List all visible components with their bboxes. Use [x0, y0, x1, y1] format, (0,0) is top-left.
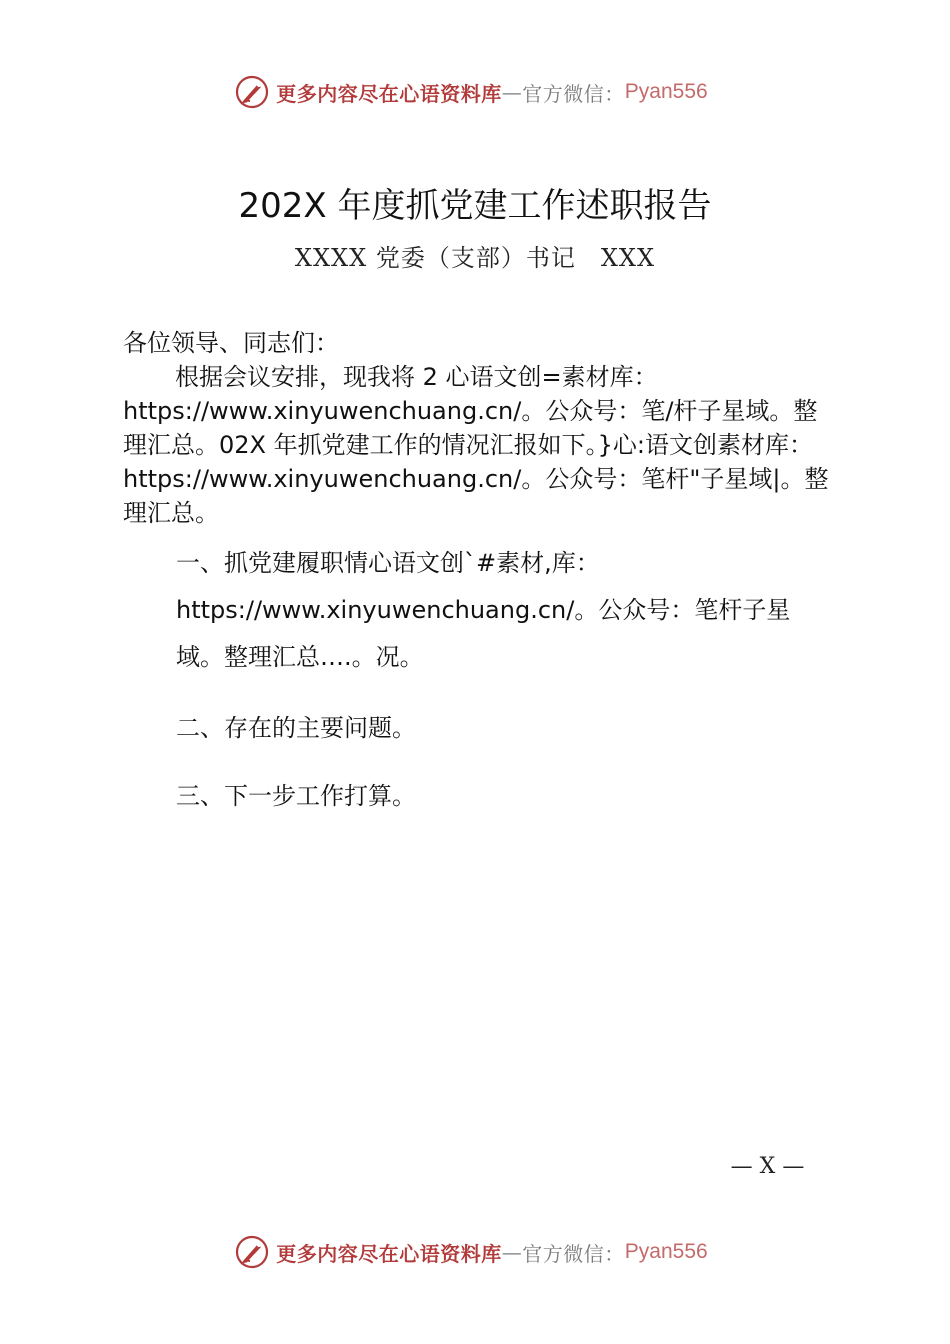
page-number: — X — [730, 1154, 805, 1179]
banner-dash: — [501, 80, 523, 104]
intro-paragraph: 根据会议安排，现我将 2 心语文创=素材库：https://www.xinyuwenchuang.cn/。公众号：笔/杆子星域。整理汇总。02X 年抓党建工作的情况汇报如下。}心:语文创素材库：https://www.xinyuwenchuang.cn/。公众号：笔杆"子星域|。整理汇总。 [123, 363, 829, 527]
banner-library-text: 更多内容尽在心语资料库 [276, 1241, 502, 1266]
pen-nib-logo-icon [234, 74, 270, 110]
banner-wechat-id: Pyan556 [624, 80, 708, 103]
document-subtitle: XXXX 党委（支部）书记 XXX [294, 244, 656, 272]
document-body [123, 326, 838, 530]
banner-wechat-id: Pyan556 [624, 1240, 708, 1263]
footer-watermark-banner [0, 1230, 950, 1274]
banner-wechat-label: 官方微信： [522, 81, 625, 106]
section-heading-3: 三、下一步工作打算。 [176, 782, 416, 810]
section-heading-2: 二、存在的主要问题。 [176, 714, 416, 742]
document-title: 202X 年度抓党建工作述职报告 [238, 186, 712, 226]
pen-nib-logo-icon [234, 1234, 270, 1270]
header-watermark-banner [0, 70, 950, 114]
section-list [176, 540, 838, 813]
salutation: 各位领导、同志们： [123, 329, 339, 357]
banner-library-text: 更多内容尽在心语资料库 [276, 81, 502, 106]
section-heading-1: 一、抓党建履职情心语文创`#素材,库：https://www.xinyuwenchuang.cn/。公众号：笔杆子星域。整理汇总….。况。 [176, 549, 791, 671]
banner-dash: — [501, 1240, 523, 1264]
banner-wechat-label: 官方微信： [522, 1241, 625, 1266]
